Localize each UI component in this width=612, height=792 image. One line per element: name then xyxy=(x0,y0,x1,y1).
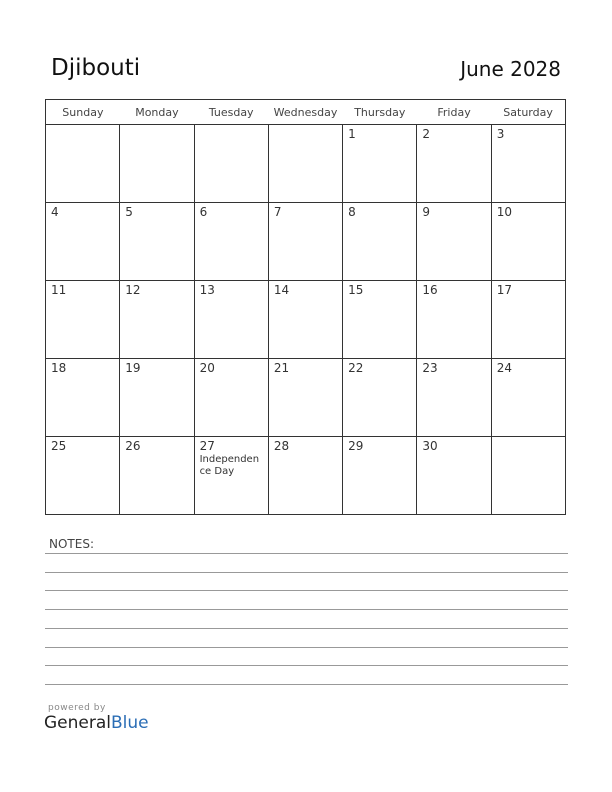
day-number: 24 xyxy=(496,361,512,375)
day-cell-content xyxy=(46,281,119,299)
day-number: 1 xyxy=(348,127,356,141)
weekday-saturday: Saturday xyxy=(491,100,565,125)
day-cell-content xyxy=(343,203,416,221)
generalblue-logo xyxy=(44,703,149,733)
holiday-event: Independence Day xyxy=(199,454,260,477)
day-cell xyxy=(417,359,491,437)
day-number: 7 xyxy=(273,205,282,219)
day-cell xyxy=(343,437,417,515)
day-cell xyxy=(120,281,194,359)
day-cell xyxy=(194,203,268,281)
day-cell-content xyxy=(120,281,193,299)
day-cell-content xyxy=(120,437,193,455)
week-row xyxy=(46,281,566,359)
day-cell-content xyxy=(195,203,268,221)
day-number: 16 xyxy=(422,283,438,297)
day-cell-content xyxy=(492,281,565,299)
day-number: 19 xyxy=(125,361,141,375)
day-cell xyxy=(343,203,417,281)
day-cell-content xyxy=(417,437,490,455)
note-line xyxy=(45,628,568,629)
day-cell-content xyxy=(417,203,490,221)
day-cell-content xyxy=(195,359,268,377)
day-number: 25 xyxy=(51,439,67,453)
day-cell xyxy=(46,359,120,437)
note-line xyxy=(45,684,568,685)
day-number: 6 xyxy=(199,205,208,219)
weekday-header-row xyxy=(46,100,566,125)
week-row xyxy=(46,437,566,515)
weekday-monday: Monday xyxy=(120,100,194,125)
day-cell xyxy=(417,203,491,281)
brand-general: General xyxy=(44,713,111,733)
day-number: 27 xyxy=(199,439,215,453)
day-cell xyxy=(268,281,342,359)
country-title: Djibouti xyxy=(51,55,141,81)
day-cell-content xyxy=(195,125,268,129)
day-cell-content xyxy=(46,437,119,455)
day-cell-content xyxy=(343,437,416,455)
day-cell xyxy=(343,281,417,359)
day-number: 29 xyxy=(348,439,364,453)
day-number: 11 xyxy=(51,283,67,297)
day-number: 22 xyxy=(348,361,364,375)
day-number: 20 xyxy=(199,361,215,375)
day-number: 10 xyxy=(496,205,512,219)
day-number: 21 xyxy=(273,361,290,375)
brand-blue: Blue xyxy=(111,713,149,733)
day-number: 18 xyxy=(51,361,67,375)
day-cell-content xyxy=(343,125,416,143)
day-cell xyxy=(120,359,194,437)
day-cell xyxy=(46,281,120,359)
powered-by-text: powered by xyxy=(48,703,106,713)
week-row xyxy=(46,359,566,437)
day-cell xyxy=(268,437,342,515)
day-number: 17 xyxy=(496,283,512,297)
day-cell-content xyxy=(417,359,490,377)
day-cell xyxy=(491,359,565,437)
day-cell-content xyxy=(269,281,342,299)
day-number: 15 xyxy=(348,283,364,297)
day-cell xyxy=(120,203,194,281)
day-cell xyxy=(194,125,268,203)
week-row xyxy=(46,125,566,203)
day-cell-content xyxy=(120,125,193,129)
day-number: 13 xyxy=(199,283,215,297)
day-cell-content xyxy=(195,281,268,299)
day-cell xyxy=(268,203,342,281)
day-number: 2 xyxy=(422,127,431,141)
weekday-wednesday: Wednesday xyxy=(268,100,342,125)
day-cell-content xyxy=(269,437,342,455)
day-cell-content xyxy=(269,203,342,221)
day-number: 9 xyxy=(422,205,431,219)
note-line xyxy=(45,665,568,666)
note-line xyxy=(45,647,568,648)
day-cell-content xyxy=(269,359,342,377)
day-cell xyxy=(491,125,565,203)
day-cell xyxy=(46,125,120,203)
day-cell-content xyxy=(492,359,565,377)
day-cell-content xyxy=(492,203,565,221)
day-number: 14 xyxy=(273,283,290,297)
day-number: 12 xyxy=(125,283,141,297)
day-cell-content xyxy=(343,359,416,377)
day-cell xyxy=(417,437,491,515)
day-cell-content xyxy=(120,359,193,377)
day-cell-content xyxy=(46,125,119,129)
day-cell xyxy=(268,359,342,437)
day-cell-content xyxy=(46,359,119,377)
weekday-thursday: Thursday xyxy=(343,100,417,125)
day-number: 3 xyxy=(496,127,505,141)
day-cell-content xyxy=(492,125,565,143)
day-cell xyxy=(46,437,120,515)
day-number: 23 xyxy=(422,361,438,375)
day-cell xyxy=(491,203,565,281)
day-cell-content xyxy=(417,125,490,143)
brand-name xyxy=(44,713,149,733)
day-cell xyxy=(46,203,120,281)
week-row xyxy=(46,203,566,281)
day-number: 28 xyxy=(273,439,290,453)
day-number: 30 xyxy=(422,439,438,453)
day-cell-content xyxy=(120,203,193,221)
day-cell xyxy=(194,281,268,359)
day-number: 4 xyxy=(51,205,59,219)
calendar-grid xyxy=(45,99,566,515)
day-cell-content xyxy=(492,437,565,441)
notes-label: NOTES: xyxy=(49,537,94,551)
weekday-tuesday: Tuesday xyxy=(194,100,268,125)
day-cell-content xyxy=(195,437,268,480)
day-cell-content xyxy=(417,281,490,299)
day-cell xyxy=(194,359,268,437)
day-number: 5 xyxy=(125,205,133,219)
day-cell xyxy=(120,437,194,515)
note-line xyxy=(45,609,568,610)
day-cell xyxy=(491,437,565,515)
note-line xyxy=(45,553,568,554)
day-number: 26 xyxy=(125,439,141,453)
day-number: 8 xyxy=(348,205,356,219)
day-cell xyxy=(491,281,565,359)
day-cell xyxy=(268,125,342,203)
month-year-title: June 2028 xyxy=(460,57,561,81)
note-line xyxy=(45,590,568,591)
day-cell xyxy=(417,281,491,359)
day-cell xyxy=(120,125,194,203)
note-line xyxy=(45,572,568,573)
weekday-sunday: Sunday xyxy=(46,100,120,125)
day-cell xyxy=(343,125,417,203)
day-cell xyxy=(194,437,268,515)
weekday-friday: Friday xyxy=(417,100,491,125)
day-cell xyxy=(343,359,417,437)
day-cell-content xyxy=(343,281,416,299)
day-cell-content xyxy=(46,203,119,221)
day-cell-content xyxy=(269,125,342,129)
day-cell xyxy=(417,125,491,203)
